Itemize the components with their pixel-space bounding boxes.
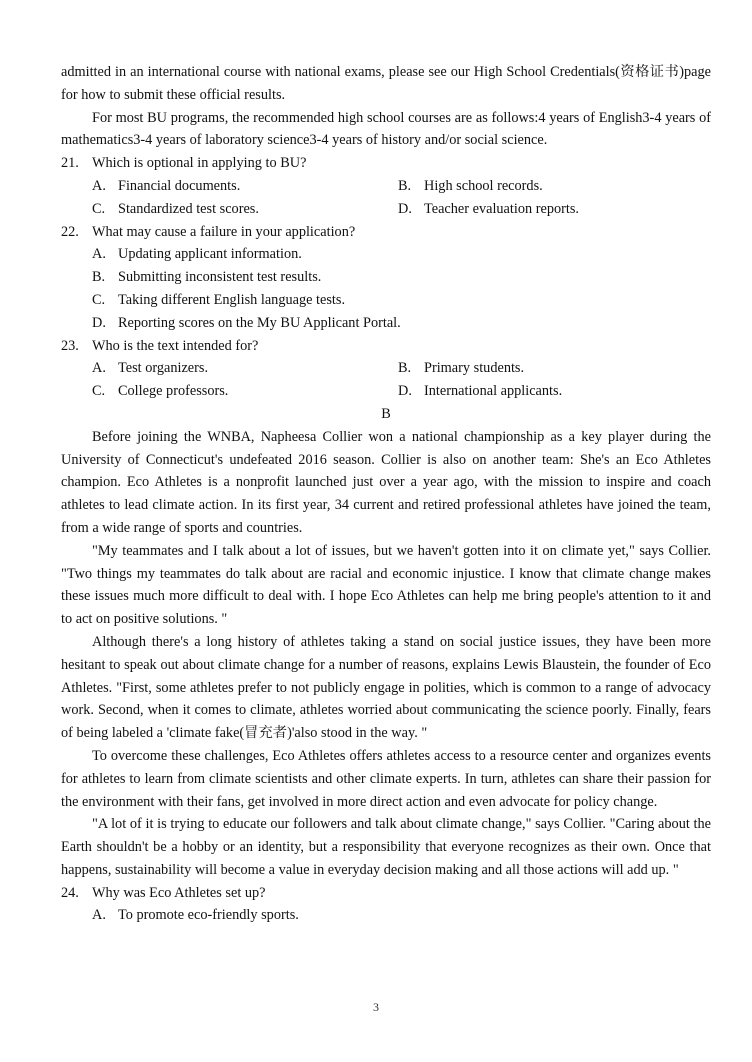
- option-c: C. College professors.: [92, 383, 229, 400]
- passage-paragraph: "My teammates and I talk about a lot of issues, but we haven't gotten into it on climate yet," says Collier. "Two things my teammates do talk about are racial and economic injustice. I know that climate change makes these issues much more difficult to deal with. I hope Eco Athletes can help me bring people's attention to it and to act on positive solutions. ": [61, 542, 711, 628]
- section-heading-b: B: [381, 405, 391, 422]
- option-d: D. International applicants.: [398, 383, 563, 400]
- passage-paragraph: Although there's a long history of athletes taking a stand on social justice issues, they have been more hesitant to speak out about climate change for a number of reasons, explains Lewis Blaustein, the founder of Eco Athletes. "First, some athletes prefer to not publicly engage in polities, which is common to a range of advocacy work. Second, when it comes to climate, athletes worried about communicating the science poorly. Finally, fears of being labeled a 'climate fake(冒充者)'also stood in the way. ": [61, 633, 711, 742]
- option-a: A. Updating applicant information.: [92, 246, 302, 263]
- option-a: A. To promote eco-friendly sports.: [92, 907, 299, 924]
- question-number: 24.: [61, 884, 79, 901]
- exam-page: [61, 61, 711, 927]
- option-c: C. Taking different English language tests.: [92, 291, 346, 308]
- passage-paragraph: Before joining the WNBA, Napheesa Collier won a national championship as a key player during the University of Connecticut's undefeated 2016 season. Collier is also on another team: She's an Eco Athletes champion. Eco Athletes is a nonprofit launched just over a year ago, with the mission to inspire and coach athletes to lead climate action. In its first year, 34 current and retired professional athletes have joined the team, from a wide range of sports and countries.: [61, 428, 711, 536]
- option-b: B. Submitting inconsistent test results.: [92, 269, 322, 286]
- page-number: 3: [373, 1000, 379, 1014]
- question-24: [61, 882, 711, 928]
- question-number: 23.: [61, 337, 79, 354]
- question-text: Which is optional in applying to BU?: [92, 155, 307, 172]
- question-23: [61, 335, 711, 403]
- question-text: What may cause a failure in your application?: [92, 223, 356, 240]
- option-b: B. Primary students.: [398, 360, 525, 377]
- passage-paragraph: To overcome these challenges, Eco Athletes offers athletes access to a resource center and organizes events for athletes to learn from climate scientists and other climate experts. In turn, athletes can share their passion for the environment with their fans, get involved in more direct action and even advocate for policy change.: [61, 747, 711, 810]
- option-c: C. Standardized test scores.: [92, 200, 259, 217]
- question-number: 21.: [61, 155, 79, 172]
- option-a: A. Financial documents.: [92, 177, 241, 194]
- option-b: B. High school records.: [398, 177, 543, 194]
- question-text: Who is the text intended for?: [92, 337, 259, 354]
- question-22: [61, 221, 711, 335]
- option-a: A. Test organizers.: [92, 360, 209, 377]
- question-21: [61, 152, 711, 220]
- intro-paragraph-continued: admitted in an international course with national exams, please see our High School Credentials(资格证书)page for how to submit these official results.: [61, 64, 711, 103]
- intro-paragraph-courses: For most BU programs, the recommended high school courses are as follows:4 years of English3-4 years of mathematics3-4 years of laboratory science3-4 years of history and/or social science.: [61, 109, 711, 149]
- question-text: Why was Eco Athletes set up?: [92, 884, 266, 901]
- question-number: 22.: [61, 223, 79, 240]
- option-d: D. Reporting scores on the My BU Applicant Portal.: [92, 314, 401, 331]
- option-d: D. Teacher evaluation reports.: [398, 200, 579, 217]
- passage-paragraph: "A lot of it is trying to educate our followers and talk about climate change," says Collier. "Caring about the Earth shouldn't be a hobby or an identity, but a responsibility that everyone recognizes as their own. Once that happens, sustainability will become a value in everyday decision making and all those actions will add up. ": [61, 816, 711, 878]
